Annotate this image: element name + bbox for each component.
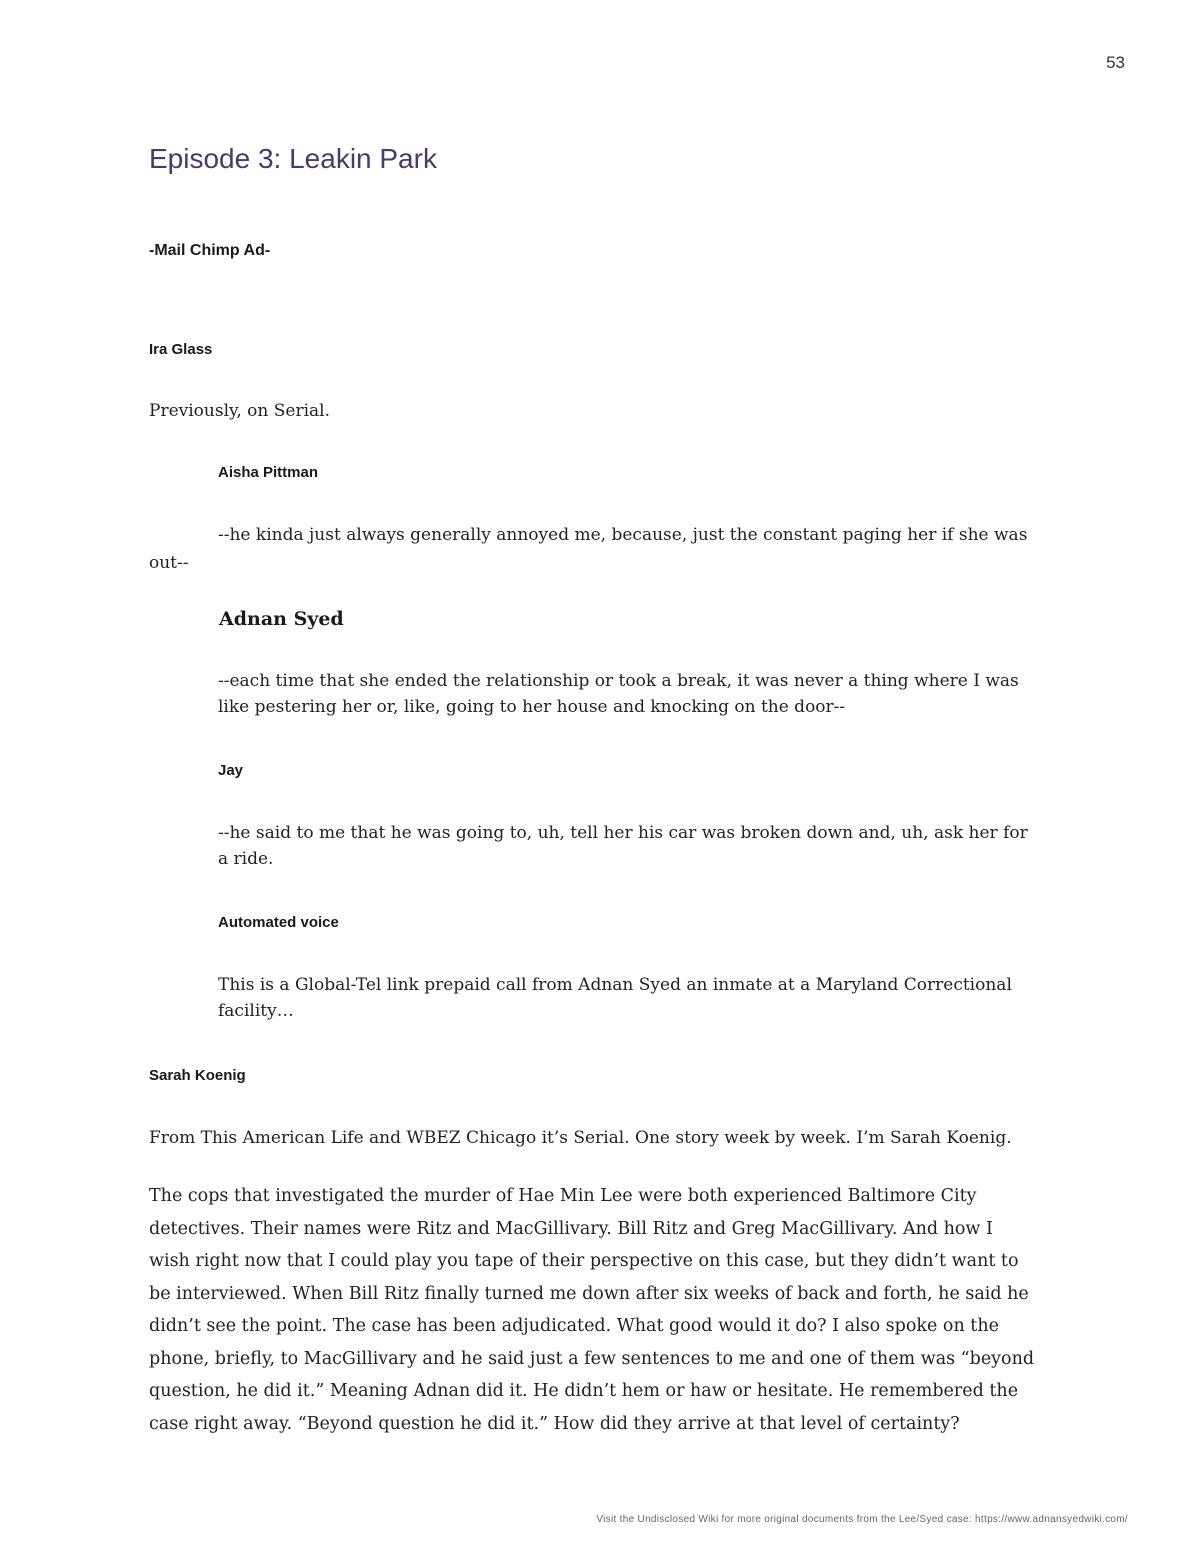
clip-aisha-text-line1: --he kinda just always generally annoyed me, because, just the constant paging her if she was (218, 525, 1028, 545)
speaker-sarah-koenig: Sarah Koenig (149, 1067, 246, 1084)
page-number: 53 (1106, 53, 1125, 72)
clip-automated-text: This is a Global-Tel link prepaid call from Adnan Syed an inmate at a Maryland Correctional facility… (218, 975, 1012, 1021)
footer-wiki-link[interactable]: Visit the Undisclosed Wiki for more original documents from the Lee/Syed case: https://www.adnansyedwiki.com/ (596, 1514, 1128, 1525)
clip-adnan-text: --each time that she ended the relationship or took a break, it was never a thing where I was like pestering her or, like, going to her house and knocking on the door-- (218, 671, 1019, 717)
clip-jay-text: --he said to me that he was going to, uh, tell her his car was broken down and, uh, ask her for a ride. (218, 823, 1028, 869)
ad-label: -Mail Chimp Ad- (149, 242, 271, 259)
speaker-automated-voice: Automated voice (218, 914, 339, 931)
koenig-intro-text: From This American Life and WBEZ Chicago it’s Serial. One story week by week. I’m Sarah Koenig. (149, 1128, 1012, 1148)
speaker-aisha-pittman: Aisha Pittman (218, 464, 319, 481)
episode-title: Episode 3: Leakin Park (149, 143, 437, 174)
intro-text: Previously, on Serial. (149, 401, 330, 421)
speaker-jay: Jay (218, 762, 244, 779)
speaker-ira-glass: Ira Glass (149, 341, 213, 358)
koenig-body-paragraph: The cops that investigated the murder of Hae Min Lee were both experienced Baltimore City detectives. Their names were Ritz and MacGillivary. Bill Ritz and Greg MacGillivary. And how I wish right now that I could play you tape of their perspective on this case, but they didn’t want to be interviewed. When Bill Ritz finally turned me down after six weeks of back and forth, he said he didn’t see the point. The case has been adjudicated. What good would it do? I also spoke on the phone, briefly, to MacGillivary and he said just a few sentences to me and one of them was “beyond question, he did it.” Meaning Adnan did it. He didn’t hem or haw or hesitate. He remembered the case right away. “Beyond question he did it.” How did they arrive at that level of certainty? (149, 1186, 1035, 1434)
clip-aisha-text-line2: out-- (149, 553, 189, 573)
speaker-adnan-syed: Adnan Syed (219, 608, 344, 630)
